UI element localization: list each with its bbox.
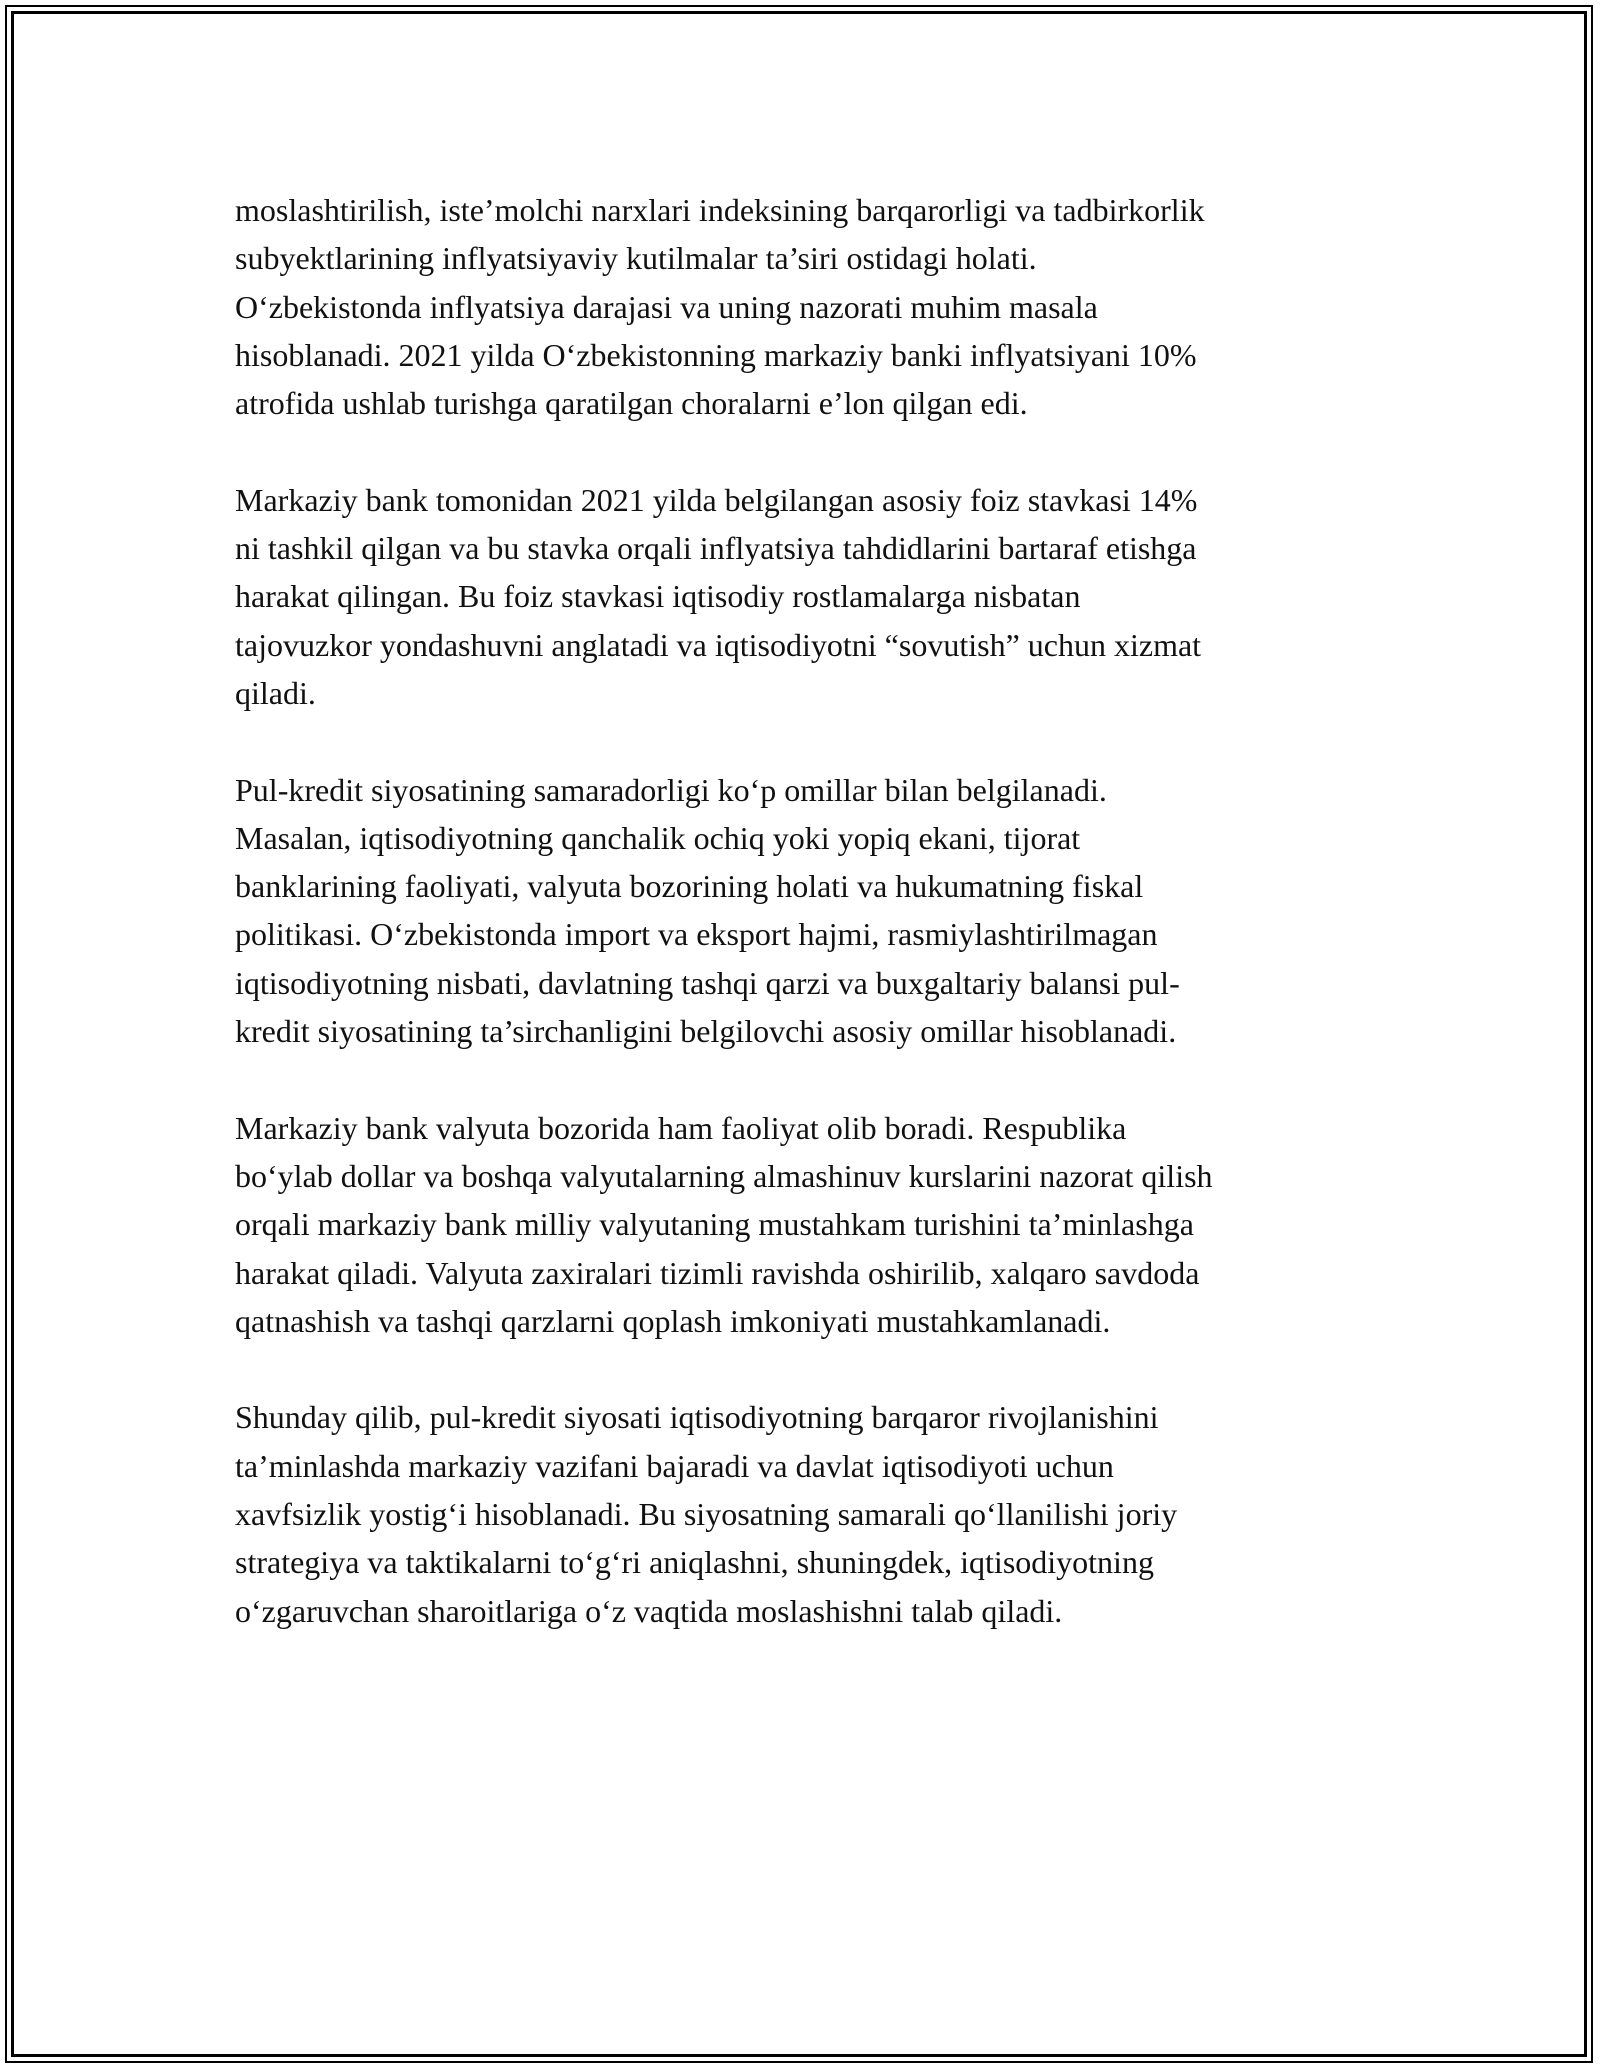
paragraph-inflation-state <box>235 186 1385 427</box>
text-line: politikasi. O‘zbekistonda import va eksport hajmi, rasmiylashtirilmagan <box>235 916 1158 953</box>
text-line: orqali markaziy bank milliy valyutaning mustahkam turishini ta’minlashga <box>235 1206 1194 1243</box>
paragraph-conclusion <box>235 1393 1385 1634</box>
text-line: harakat qiladi. Valyuta zaxiralari tizimli ravishda oshirilib, xalqaro savdoda <box>235 1254 1200 1291</box>
text-line: Markaziy bank tomonidan 2021 yilda belgilangan asosiy foiz stavkasi 14% <box>235 481 1198 518</box>
text-line: subyektlarining inflyatsiyaviy kutilmalar ta’siri ostidagi holati. <box>235 240 1037 277</box>
text-line: banklarining faoliyati, valyuta bozorining holati va hukumatning fiskal <box>235 868 1144 905</box>
text-line: harakat qilingan. Bu foiz stavkasi iqtisodiy rostlamalarga nisbatan <box>235 578 1081 615</box>
text-line: xavfsizlik yostig‘i hisoblanadi. Bu siyosatning samarali qo‘llanilishi joriy <box>235 1496 1178 1533</box>
text-line: O‘zbekistonda inflyatsiya darajasi va uning nazorati muhim masala <box>235 288 1098 325</box>
text-line: qatnashish va tashqi qarzlarni qoplash imkoniyati mustahkamlanadi. <box>235 1302 1111 1339</box>
text-line: Markaziy bank valyuta bozorida ham faoliyat olib boradi. Respublika <box>235 1109 1127 1146</box>
text-line: Masalan, iqtisodiyotning qanchalik ochiq yoki yopiq ekani, tijorat <box>235 819 1081 856</box>
text-line: strategiya va taktikalarni to‘g‘ri aniqlashni, shuningdek, iqtisodiyotning <box>235 1544 1154 1581</box>
text-line: o‘zgaruvchan sharoitlariga o‘z vaqtida moslashishni talab qiladi. <box>235 1592 1063 1629</box>
document-body <box>235 186 1385 1683</box>
text-line: ta’minlashda markaziy vazifani bajaradi va davlat iqtisodiyoti uchun <box>235 1447 1114 1484</box>
text-line: tajovuzkor yondashuvni anglatadi va iqtisodiyotni “sovutish” uchun xizmat <box>235 626 1202 663</box>
text-line: ni tashkil qilgan va bu stavka orqali inflyatsiya tahdidlarini bartaraf etishga <box>235 530 1197 567</box>
text-line: Pul-kredit siyosatining samaradorligi ko‘p omillar bilan belgilanadi. <box>235 771 1107 808</box>
text-line: iqtisodiyotning nisbati, davlatning tashqi qarzi va buxgaltariy balansi pul- <box>235 964 1180 1001</box>
text-line: bo‘ylab dollar va boshqa valyutalarning almashinuv kurslarini nazorat qilish <box>235 1157 1213 1194</box>
text-line: qiladi. <box>235 674 316 711</box>
paragraph-interest-rate <box>235 476 1385 717</box>
text-line: Shunday qilib, pul-kredit siyosati iqtisodiyotning barqaror rivojlanishini <box>235 1399 1159 1436</box>
text-line: kredit siyosatining ta’sirchanligini belgilovchi asosiy omillar hisoblanadi. <box>235 1013 1177 1050</box>
text-line: atrofida ushlab turishga qaratilgan choralarni e’lon qilgan edi. <box>235 385 1028 422</box>
paragraph-currency-market <box>235 1104 1385 1345</box>
text-line: moslashtirilish, iste’molchi narxlari indeksining barqarorligi va tadbirkorlik <box>235 192 1205 228</box>
text-line: hisoblanadi. 2021 yilda O‘zbekistonning markaziy banki inflyatsiyani 10% <box>235 336 1197 373</box>
paragraph-policy-effectiveness <box>235 766 1385 1056</box>
